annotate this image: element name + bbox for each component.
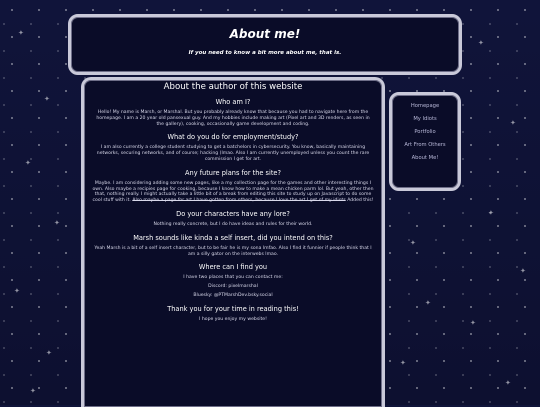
star-icon: ✦	[520, 267, 526, 275]
section-heading: Any future plans for the site?	[185, 168, 281, 177]
paragraph-text: Maybe. I am considering adding some new pages, like a my collection page for the games and other interesting things I own. Also maybe a recipies page for cooking, because I know how to make a mean chicken parm lol. But yeah, other then that, nothing really. I might actually take a little bit of a break from editing this site to study up on Javascript to do some cool stuff with it.	[92, 180, 374, 204]
section-paragraph: Hello! My name is Marsh, or Marshal. But you probably already know that because you had to navigate here from the homepage. I am a 20 year old pansexual guy. And my hobbies include making art (Pixel art and 3D renders, as seen in the gallery), cooking, occasionally game development and coding.	[96, 110, 370, 127]
star-icon: ✦	[25, 159, 31, 167]
section-heading: Do your characters have any lore?	[176, 209, 290, 218]
contact-discord: Discord: pixelmarshal	[208, 284, 258, 290]
star-icon: ✦	[425, 299, 431, 307]
nav-link-portfolio[interactable]: Portfolio	[414, 129, 436, 135]
star-icon: ✦	[46, 349, 52, 357]
page-subtitle: If you need to know a bit more about me, that is.	[188, 50, 342, 56]
nav-link-my-idiots[interactable]: My Idiots	[413, 116, 437, 122]
section-paragraph	[92, 181, 374, 204]
nav-list	[392, 95, 458, 161]
star-icon: ✦	[505, 379, 511, 387]
section-heading: Marsh sounds like kinda a self insert, did you intend on this?	[133, 233, 333, 242]
star-icon: ✦	[488, 209, 494, 217]
star-icon: ✦	[470, 319, 476, 327]
nav-link-about-me[interactable]: About Me!	[411, 155, 439, 161]
section-heading: What do you do for employment/study?	[167, 133, 299, 142]
nav-link-homepage[interactable]: Homepage	[410, 103, 440, 109]
star-icon: ✦	[478, 39, 484, 47]
star-icon: ✦	[18, 29, 24, 37]
content-title: About the author of this website	[163, 82, 303, 92]
star-icon: ✦	[44, 95, 50, 103]
star-icon: ✦	[30, 387, 36, 395]
section-heading: Where can I find you	[198, 263, 268, 272]
star-icon: ✦	[400, 359, 406, 367]
section-paragraph: I am also currently a college student studying to get a batchelors in cybersecurity. You know, basically maintaining networks, securing networks, and of course; hacking (lmao. Also I am currently unemployed unless you count the rare commission I get for art.	[96, 145, 370, 162]
star-icon: ✦	[54, 219, 60, 227]
section-heading: Thank you for your time in reading this!	[167, 304, 299, 313]
section-heading: Who am I?	[215, 98, 251, 106]
main-content-panel	[81, 77, 385, 407]
page-title: About me!	[229, 27, 301, 41]
section-paragraph: I hope you enjoy my website!	[199, 316, 267, 322]
header-panel	[68, 14, 462, 75]
section-paragraph: Nothing really concrete, but I do have ideas and rules for their world.	[153, 221, 313, 227]
section-paragraph: I have two places that you can contact me:	[183, 275, 283, 281]
contact-bluesky: Bluesky: @PTMarshDev.bsky.social	[193, 292, 273, 298]
star-icon: ✦	[14, 287, 20, 295]
strikethrough-text: Also maybe a page for art I have gotten from others, because I love the art I get of my idiots	[132, 198, 346, 204]
star-icon: ✦	[410, 239, 416, 247]
star-icon: ✦	[510, 119, 516, 127]
nav-panel	[389, 92, 461, 191]
paragraph-text: Added this!	[347, 198, 374, 204]
nav-link-art-from-others[interactable]: Art From Others	[404, 142, 446, 148]
section-paragraph: Yeah Marsh is a bit of a self insert character, but to be fair he is my sona lmfao. Also I find it funnier if people think that I am a silly gator on the interwebs lmao.	[94, 245, 372, 257]
